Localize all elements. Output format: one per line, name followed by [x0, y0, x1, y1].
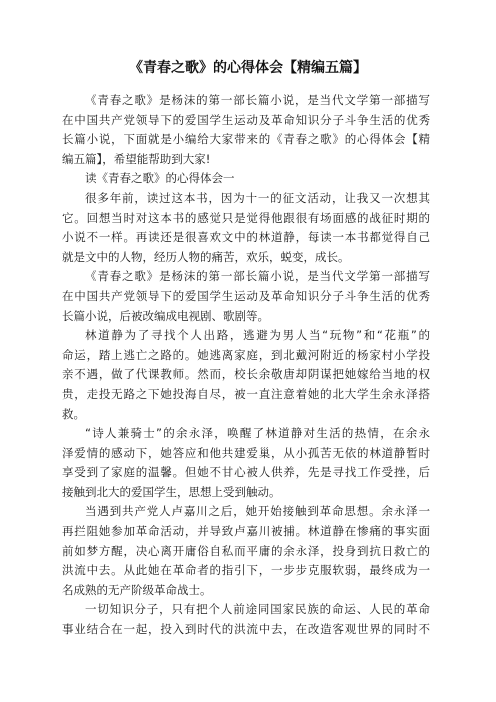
text-line: 一切知识分子，只有把个人前途同国家民族的命运、人民的革命	[85, 602, 430, 617]
text-line: 前如梦方醒，决心离开庸俗自私而平庸的余永泽，投身到抗日救亡的	[62, 543, 430, 558]
text-line: 救。	[62, 406, 85, 421]
text-line: 再拦阻她参加革命活动，并导致卢嘉川被捕。林道静在惨痛的事实面	[62, 524, 430, 539]
text-line: “诗人兼骑士”的余永泽，唤醒了林道静对生活的热情，在余永	[85, 426, 430, 441]
text-line: 在中国共产党领导下的爱国学生运动及革命知识分子斗争生活的优秀	[62, 112, 430, 127]
text-line: 泽爱情的感动下，她答应和他共建爱巢，从小孤苦无依的林道静暂时	[62, 445, 430, 460]
document-title: 《青春之歌》的心得体会【精编五篇】	[129, 60, 367, 76]
text-line: 事业结合在一起，投入到时代的洪流中去，在改造客观世界的同时不	[62, 622, 430, 637]
text-line: 名成熟的无产阶级革命战士。	[62, 582, 212, 597]
text-line: 编五篇】，希望能帮助到大家!	[62, 151, 211, 166]
text-line: 长篇小说，后被改编成电视剧、歌剧等。	[62, 308, 269, 323]
text-line: 接触到北大的爱国学生，思想上受到触动。	[62, 484, 281, 499]
text-line: 在中国共产党领导下的爱国学生运动及革命知识分子斗争生活的优秀	[62, 288, 430, 303]
text-line: 贵，走投无路之下她投海自尽，被一直注意着她的北大学生余永泽搭	[62, 386, 430, 401]
text-line: 洪流中去。从此她在革命者的指引下，一步步克服软弱，最终成为一	[62, 563, 430, 578]
document-body	[62, 91, 430, 640]
text-line: 《青春之歌》是杨沫的第一部长篇小说，是当代文学第一部描写	[85, 93, 430, 107]
text-line: 就是文中的人物，经历人物的痛苦，欢乐，蜕变，成长。	[62, 249, 350, 264]
text-line: 小说不一样。再读还是很喜欢文中的林道静，每读一本书都觉得自己	[62, 230, 430, 245]
text-line: 很多年前，读过这本书，因为十一的征文活动，让我又一次想其	[85, 190, 430, 205]
text-line: 命运，踏上逃亡之路的。她逃离家庭，到北戴河附近的杨家村小学投	[62, 347, 430, 362]
text-line: 当遇到共产党人卢嘉川之后，她开始接触到革命思想。余永泽一	[85, 504, 430, 519]
text-line: 长篇小说，下面就是小编给大家带来的《青春之歌》的心得体会【精	[62, 132, 430, 147]
text-line: 读《青春之歌》的心得体会一	[85, 171, 235, 186]
text-line: 《青春之歌》是杨沫的第一部长篇小说，是当代文学第一部描写	[85, 269, 430, 284]
text-line: 它。回想当时对这本书的感觉只是觉得他跟很有场面感的战征时期的	[62, 210, 430, 225]
text-line: 林道静为了寻找个人出路，逃避为男人当“玩物”和“花瓶”的	[85, 328, 431, 343]
text-line: 享受到了家庭的温馨。但她不甘心被人供养，先是寻找工作受挫，后	[62, 465, 430, 480]
text-line: 亲不遇，做了代课教师。然而，校长余敬唐却阴谋把她嫁给当地的权	[62, 367, 430, 382]
